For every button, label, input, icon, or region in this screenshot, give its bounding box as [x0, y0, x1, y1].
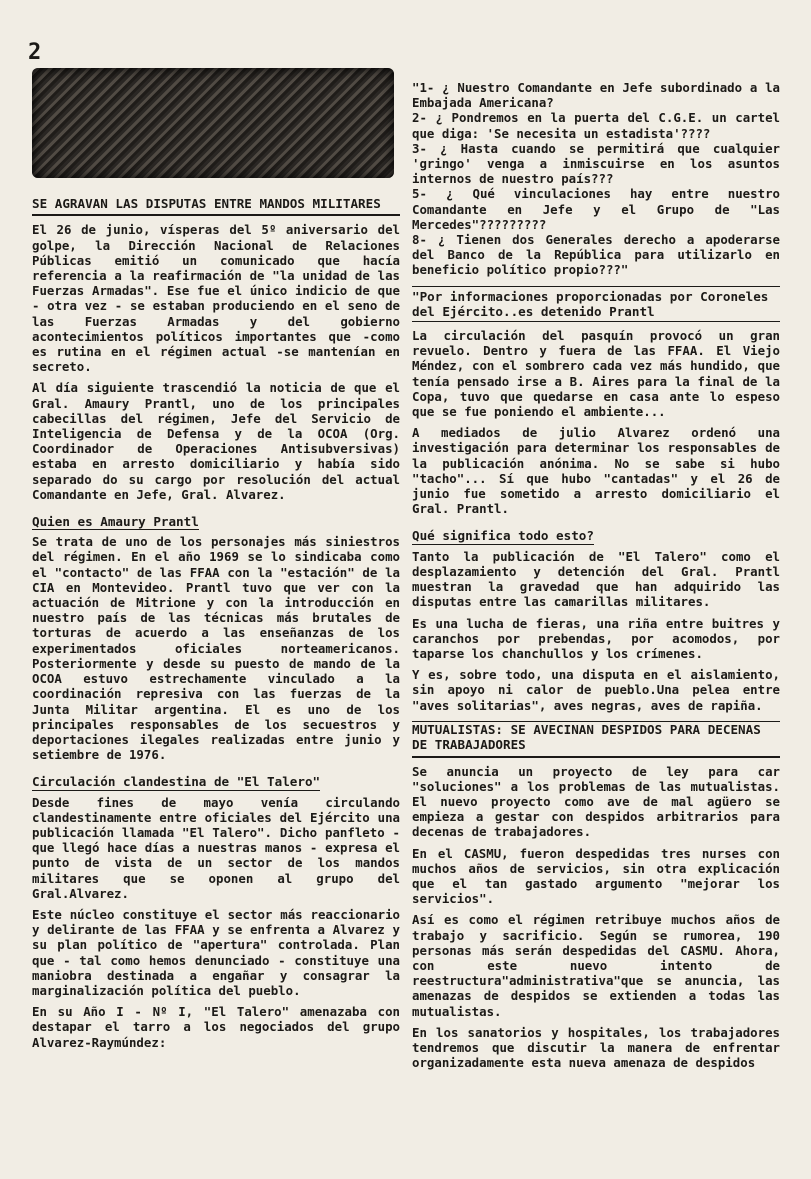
headline: SE AGRAVAN LAS DISPUTAS ENTRE MANDOS MILITARES [32, 196, 400, 216]
question-item: 8- ¿ Tienen dos Generales derecho a apoderarse del Banco de la República para utilizarlo en beneficio político propio???" [412, 232, 780, 278]
paragraph: Y es, sobre todo, una disputa en el aislamiento, sin apoyo ni calor de pueblo.Una pelea entre "aves solitarias", aves negras, aves de rapiña. [412, 667, 780, 713]
question-item: 5- ¿ Qué vinculaciones hay entre nuestro Comandante en Jefe y el Grupo de "Las Mercedes"????????? [412, 186, 780, 232]
masthead-image [32, 68, 394, 178]
right-column [412, 80, 780, 1076]
left-column [32, 196, 400, 1056]
subheading: Quien es Amaury Prantl [32, 514, 199, 530]
headline: MUTUALISTAS: SE AVECINAN DESPIDOS PARA DECENAS DE TRABAJADORES [412, 722, 780, 758]
paragraph: En el CASMU, fueron despedidas tres nurses con muchos años de servicios, sin otra explicación que el tan gastado argumento "mejorar los servicios". [412, 845, 780, 907]
question-item: "1- ¿ Nuestro Comandante en Jefe subordinado a la Embajada Americana? [412, 80, 780, 111]
paragraph: En su Año I - Nº I, "El Talero" amenazaba con destapar el tarro a los negociados del grupo Alvarez-Raymúndez: [32, 1004, 400, 1050]
paragraph: Es una lucha de fieras, una riña entre buitres y caranchos por prebendas, por acomodos, por taparse los chanchullos y los crímenes. [412, 615, 780, 661]
question-item: 3- ¿ Hasta cuando se permitirá que cualquier 'gringo' venga a inmiscuirse en los asuntos internos de nuestro país??? [412, 140, 780, 187]
paragraph: El 26 de junio, vísperas del 5º aniversario del golpe, la Dirección Nacional de Relaciones Públicas emitió un comunicado que hacía referencia a la reafirmación de "la unidad de las Fuerzas Armadas". Ese fue el único indicio de que - otra vez - se estaban produciendo en el seno de las Fuerzas Armadas y del gobierno acontecimientos políticos importantes que -como es rutina en el régimen actual -se mantenían en secreto. [32, 222, 400, 375]
subheading: Qué significa todo esto? [412, 528, 594, 544]
subheading: Circulación clandestina de "El Talero" [32, 774, 321, 790]
paragraph: Así es como el régimen retribuye muchos años de trabajo y sacrificio. Según se rumorea, 190 personas más serán despedidas del CASMU. Ahora, con este nuevo intento de reestructura"administrativa"que se anuncia, las amenazas de despidos se extienden a todas las mutualistas. [412, 912, 780, 1019]
paragraph: A mediados de julio Alvarez ordenó una investigación para determinar los responsables de la publicación anónima. No se sabe si hubo "tacho"... Sí que hubo "cantadas" y el 26 de junio fue sometido a arresto domiciliario el Gral. Prantl. [412, 425, 780, 517]
subheading: "Por informaciones proporcionadas por Coroneles del Ejército..es detenido Prantl [412, 286, 780, 322]
paragraph: Tanto la publicación de "El Talero" como el desplazamiento y detención del Gral. Prantl muestran la gravedad que han adquirido las disputas entre las camarillas militares. [412, 548, 780, 610]
paragraph: Se anuncia un proyecto de ley para car "soluciones" a los problemas de las mutualistas. El nuevo proyecto como ave de mal agüero se empieza a gestar con despidos arbitrarios para decenas de trabajadores. [412, 763, 780, 840]
paragraph: Al día siguiente trascendió la noticia de que el Gral. Amaury Prantl, uno de los principales cabecillas del régimen, Jefe del Servicio de Inteligencia de Defensa y de la OCOA (Org. Coordinador de Operaciones Antisubversivas) estaba en arresto domiciliario y había sido separado do su cargo por resolución del actual Comandante en Jefe, Gral. Alvarez. [32, 380, 400, 502]
paragraph: En los sanatorios y hospitales, los trabajadores tendremos que discutir la manera de enfrentar organizadamente esta nueva amenaza de despidos [412, 1024, 780, 1071]
question-item: 2- ¿ Pondremos en la puerta del C.G.E. un cartel que diga: 'Se necesita un estadista'???? [412, 110, 780, 141]
page-mark: 2 [28, 40, 42, 65]
paragraph: Este núcleo constituye el sector más reaccionario y delirante de las FFAA y se enfrenta a Alvarez y su plan político de "apertura" controlada. Plan que - tal como hemos denunciado - constituye una maniobra destinada a engañar y consagrar la marginalización política del pueblo. [32, 906, 400, 998]
paragraph: La circulación del pasquín provocó un gran revuelo. Dentro y fuera de las FFAA. El Viejo Méndez, con el sombrero cada vez más hundido, que tenía pensado irse a B. Aires para la final de la Copa, tuvo que quedarse en casa ante lo espeso que se fue poniendo el ambiente... [412, 328, 780, 420]
paragraph: Se trata de uno de los personajes más siniestros del régimen. En el año 1969 se lo sindicaba como el "contacto" de las FFAA con la "estación" de la CIA en Montevideo. Prantl tuvo que ver con la actuación de Mitrione y con la introducción en nuestro país de las técnicas más brutales de torturas de acuerdo a las enseñanzas de los experimentados oficiales norteamericanos. Posteriormente y desde su puesto de mando de la OCOA estuvo estrechamente vinculado a la coordinación represiva con las fuerzas de la Junta Militar argentina. El es uno de los principales responsables de los secuestros y deportaciones ilegales realizadas entre junio y setiembre de 1976. [32, 534, 400, 763]
paragraph: Desde fines de mayo venía circulando clandestinamente entre oficiales del Ejército una publicación llamada "El Talero". Dicho panfleto - que llegó hace días a nuestras manos - expresa el punto de vista de un sector de los mandos militares que se oponen al grupo del Gral.Alvarez. [32, 794, 400, 901]
